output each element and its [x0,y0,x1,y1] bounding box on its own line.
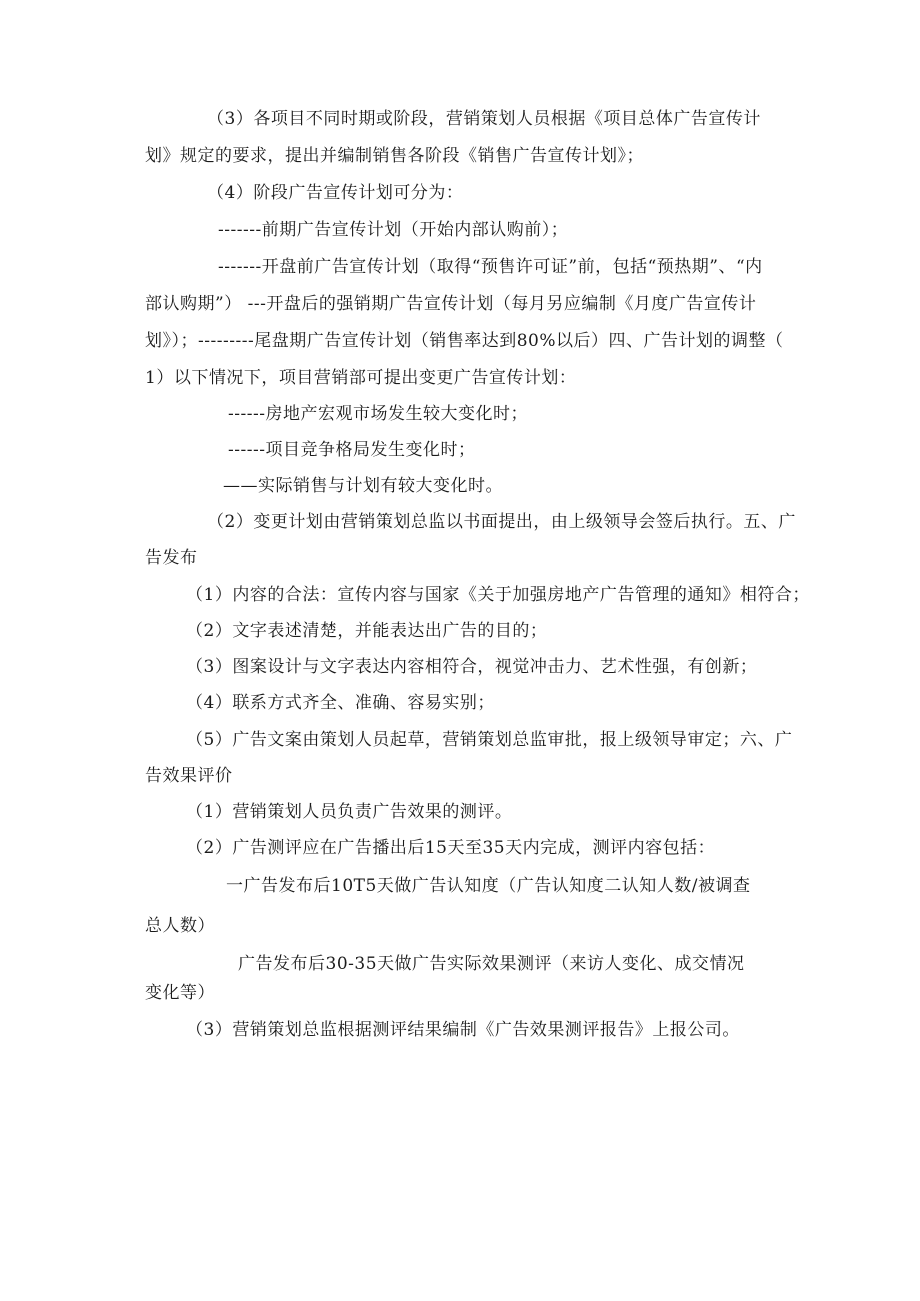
paragraph-line: （3）营销策划总监根据测评结果编制《广告效果测评报告》上报公司。 [186,1020,740,1040]
paragraph-line: （5）广告文案由策划人员起草，营销策划总监审批，报上级领导审定；六、广 [186,730,793,750]
paragraph-line: （2）变更计划由营销策划总监以书面提出，由上级领导会签后执行。五、广 [207,512,796,532]
paragraph-line: 告发布 [145,548,198,568]
paragraph-line: 总人数） [145,916,215,936]
paragraph-line: 划》规定的要求，提出并编制销售各阶段《销售广告宣传计划》； [145,146,644,166]
paragraph-line: （2）文字表述清楚，并能表达出广告的目的； [186,621,548,641]
paragraph-line: 变化等） [145,983,215,1003]
paragraph-line: （3）图案设计与文字表达内容相符合，视觉冲击力、艺术性强，有创新； [186,657,758,677]
paragraph-line: -------前期广告宣传计划（开始内部认购前）； [218,220,569,240]
paragraph-line: 划》）；---------尾盘期广告宣传计划（销售率达到80%以后）四、广告计划的调整（ [145,331,784,351]
paragraph-line: ------项目竞争格局发生变化时； [228,440,476,460]
paragraph-line: 部认购期”） ---开盘后的强销期广告宣传计划（每月另应编制《月度广告宣传计 [145,294,757,314]
paragraph-line: ------房地产宏观市场发生较大变化时； [228,404,528,424]
paragraph-line: ——实际销售与计划有较大变化时。 [223,476,503,496]
paragraph-line: （4）阶段广告宣传计划可分为： [207,183,464,203]
paragraph-line: 1）以下情况下，项目营销部可提出变更广告宣传计划： [145,368,577,388]
paragraph-line: （2）广告测评应在广告播出后15天至35天内完成，测评内容包括： [186,838,716,858]
paragraph-line: （3）各项目不同时期或阶段，营销策划人员根据《项目总体广告宣传计 [207,109,761,129]
paragraph-line: （1）营销策划人员负责广告效果的测评。 [186,802,513,822]
paragraph-line: -------开盘前广告宣传计划（取得“预售许可证”前，包括“预热期”、“内 [218,257,763,277]
paragraph-line: 告效果评价 [145,766,233,786]
paragraph-line: 广告发布后30-35天做广告实际效果测评（来访人变化、成交情况 [238,954,745,974]
paragraph-line: 一广告发布后10T5天做广告认知度（广告认知度二认知人数/被调查 [226,876,751,896]
paragraph-line: （4）联系方式齐全、准确、容易实别； [186,693,495,713]
paragraph-line: （1）内容的合法：宣传内容与国家《关于加强房地产广告管理的通知》相符合； [186,585,810,605]
